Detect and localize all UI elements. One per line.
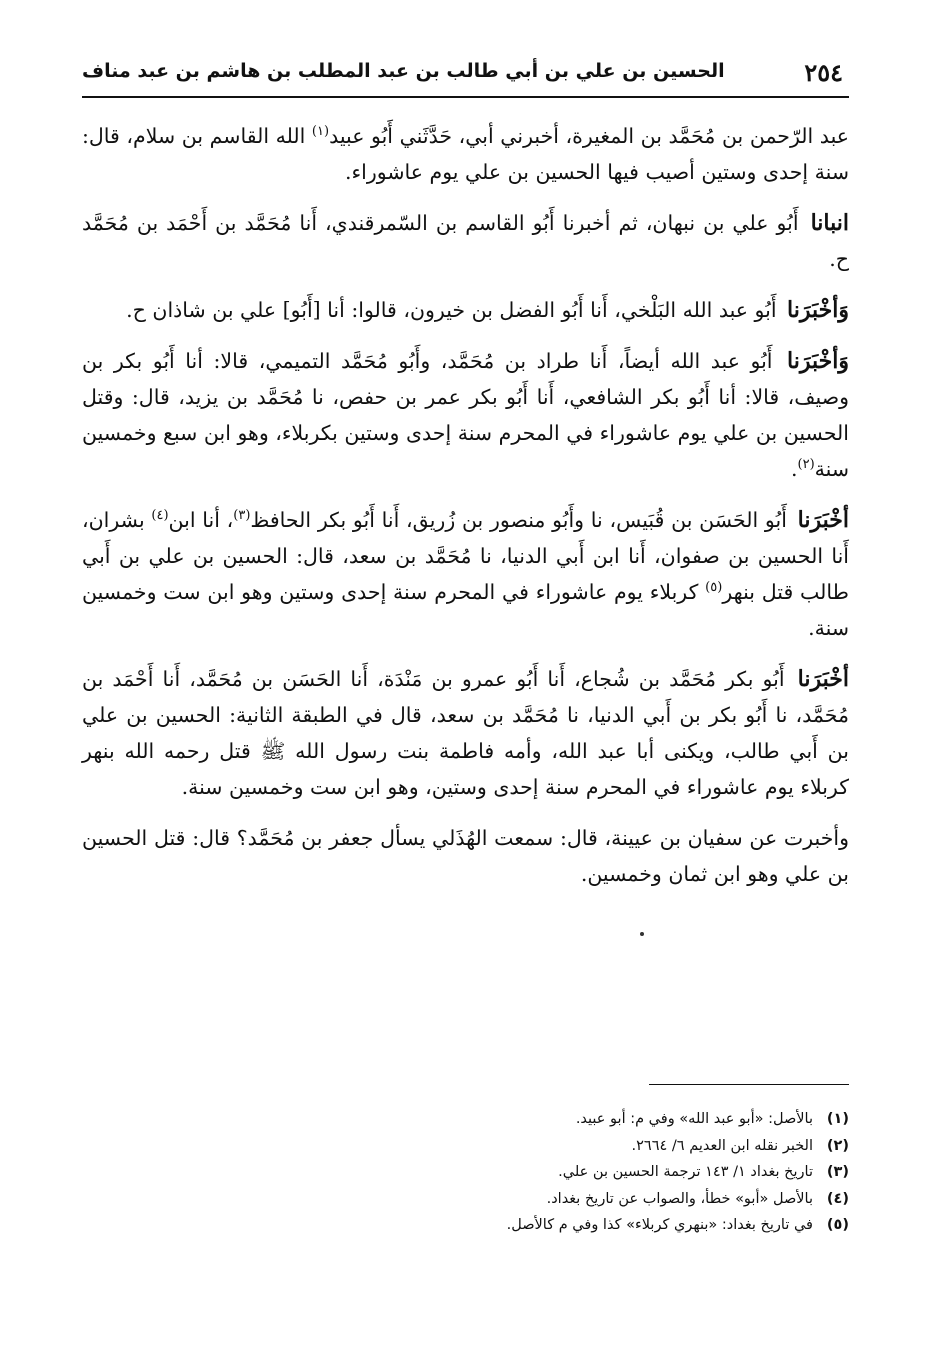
paragraph-text: الله القاسم بن سلام، قال: سنة إحدى وستين أصيب فيها الحسين بن علي يوم عاشوراء. (82, 124, 849, 184)
footnote-ref: (١) (311, 124, 330, 140)
running-title: الحسين بن علي بن أبي طالب بن عبد المطلب بن هاشم بن عبد مناف (82, 60, 725, 82)
paragraph-text: أَبُو الحَسَن بن قُبَيس، نا وأَبُو منصور بن زُريق، أَنا أَبُو بكر الحافظ (250, 508, 787, 532)
footnote-text: بالأصل «أبو» خطأ، والصواب عن تاريخ بغداد. (546, 1190, 813, 1207)
footnote (82, 1159, 849, 1186)
footnote-number: (١) (826, 1111, 849, 1127)
stray-mark (640, 932, 644, 936)
paragraph (82, 661, 849, 805)
footnote-text: بالأصل: «أبو عبد الله» وفي م: أبو عبيد. (575, 1111, 813, 1127)
paragraph-lead: أخْبَرَنا (797, 507, 849, 533)
paragraph-text: ، أنا ابن (168, 508, 234, 532)
footnote (82, 1106, 849, 1133)
footnote-number: (٣) (826, 1164, 849, 1180)
footnote-ref: (٢) (797, 457, 815, 473)
paragraph-lead: أخْبَرَنا (797, 666, 849, 692)
footnote-ref: (٥) (705, 580, 723, 596)
footnote-text: الخبر نقله ابن العديم ٦/ ٢٦٦٤. (631, 1137, 813, 1154)
paragraph-text: وأخبرت عن سفيان بن عيينة، قال: سمعت الهُذَلي يسأل جعفر بن مُحَمَّد؟ قال: قتل الحسين بن علي وهو ابن ثمان وخمسين. (82, 826, 849, 886)
paragraph-text: أَبُو عبد الله البَلْخي، أَنا أَبُو الفضل بن خيرون، قالوا: أنا [أَبُو] علي بن شاذان ح. (126, 298, 777, 322)
footnote-text: في تاريخ بغداد: «بنهري كربلاء» كذا وفي م كالأصل. (506, 1217, 813, 1233)
page-header (82, 52, 849, 98)
footnote (82, 1133, 849, 1160)
footnote (82, 1186, 849, 1213)
paragraph (82, 343, 849, 487)
paragraph-text: بشران، أَنا الحسين بن صفوان، أَنا ابن أَبي الدنيا، نا مُحَمَّد بن سعد، قال: الحسين بن علي بن أَبي طالب قتل بنهر (82, 508, 849, 604)
paragraph-lead: وَأخْبَرَنا (787, 348, 849, 374)
paragraph-text: كربلاء يوم عاشوراء في المحرم سنة إحدى وستين وهو ابن ست وخمسين سنة. (82, 580, 849, 640)
paragraph (82, 820, 849, 892)
footnote-number: (٥) (826, 1217, 849, 1233)
paragraph-text: عبد الرّحمن بن مُحَمَّد بن المغيرة، أخبرني أبي، حَدَّثَني أَبُو عبيد (329, 124, 849, 148)
paragraph-text: أَبُو عبد الله أيضاً، أَنا طراد بن مُحَمَّد، وأَبُو مُحَمَّد التميمي، قالا: أنا أَبُو بكر بن وصيف، قالا: أنا أَبُو بكر الشافعي، أَنا أَبُو بكر عمر بن حفص، نا مُحَمَّد بن يزيد، قال: وقتل الحسين بن علي يوم عاشوراء في المحرم سنة إحدى وستين بكربلاء، وهو ابن سبع وخمسين سنة (82, 349, 849, 481)
footnote-text: تاريخ بغداد ١/ ١٤٣ ترجمة الحسين بن علي. (558, 1164, 813, 1180)
footnote-ref: (٤) (151, 508, 169, 524)
footnotes (82, 1106, 849, 1239)
paragraph-text: أَبُو علي بن نبهان، ثم أخبرنا أَبُو القاسم بن السّمرقندي، أَنا مُحَمَّد بن أَحْمَد بن مُحَمَّد ح. (82, 211, 849, 271)
paragraph (82, 205, 849, 277)
paragraph (82, 502, 849, 646)
paragraph (82, 292, 849, 328)
footnote-separator (649, 1084, 849, 1085)
footnote-ref: (٣) (233, 508, 251, 524)
paragraph-text: . (790, 457, 798, 481)
main-text (82, 118, 849, 907)
paragraph (82, 118, 849, 190)
footnote (82, 1212, 849, 1239)
footnote-number: (٢) (826, 1137, 849, 1154)
paragraph-lead: انبانا (810, 210, 849, 236)
paragraph-text: أَبُو بكر مُحَمَّد بن شُجاع، أَنا أَبُو عمرو بن مَنْدَة، أَنا الحَسَن بن مُحَمَّد، أَنا أَحْمَد بن مُحَمَّد، نا أَبُو بكر بن أَبي الدنيا، نا مُحَمَّد بن سعد، قال في الطبقة الثانية: الحسين بن علي بن أَبي طالب، ويكنى أبا عبد الله، وأمه فاطمة بنت رسول الله ﷺ قتل رحمه الله بنهر كربلاء يوم عاشوراء في المحرم سنة إحدى وستين، وهو ابن ست وخمسين سنة. (82, 667, 849, 799)
paragraph-lead: وَأخْبَرَنا (787, 297, 849, 323)
footnote-number: (٤) (826, 1190, 849, 1207)
page-number: ٢٥٤ (804, 58, 843, 87)
